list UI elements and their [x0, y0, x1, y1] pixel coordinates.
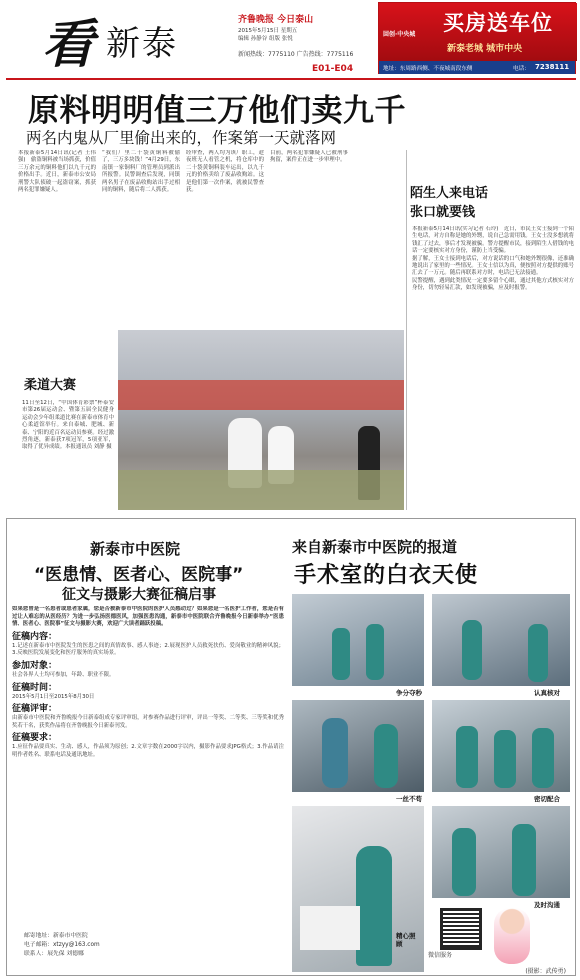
photo-4	[432, 700, 570, 792]
h-content-title: 征稿内容：	[12, 631, 58, 642]
ad-bank: 回创·中央城	[383, 31, 416, 38]
side-headline-1: 陌生人来电话	[410, 186, 489, 201]
h-eval-title: 征稿评审：	[12, 704, 58, 715]
ad-tel: 7238111	[535, 63, 570, 71]
hospital-eval: 由新泰市中医院和齐鲁晚报今日新泰组成专家评审组，对参赛作品进行评审，评出一等奖、二等奖、三等奖和优秀奖若干名，获奖作品将在齐鲁晚报今日新泰刊发。	[12, 715, 284, 729]
page-range: E01-E04	[312, 64, 354, 74]
lead-p3: 经审查，两人均为该厂职工，趁夜班无人看管之机，将仓库中的二十袋黄铜料装车运出，以九千元的价格卖给了废品收购站。这是他们第一次作案，就被民警查获。	[186, 150, 264, 194]
masthead-xintai: 新泰	[106, 24, 178, 64]
nurse-cartoon	[494, 908, 530, 964]
caption-3: 一丝不苟	[396, 795, 422, 803]
h-target-title: 参加对象：	[12, 660, 58, 671]
contact-address: 邮寄地址：新泰市中医院	[24, 933, 88, 939]
lead-p1: 本报新泰5月14日讯(记者 王伟强) 偷盗铜料被当场抓获，价值三万余元的铜料他们以九千元的价格出手。近日，新泰市公安局刑警大队侦破一起盗窃案，抓获两名犯罪嫌疑人。	[18, 150, 96, 194]
qr-code[interactable]	[440, 908, 482, 950]
sports-photo	[118, 330, 404, 510]
photo-credit: (摄影：武传勇)	[525, 968, 566, 975]
lead-col-1	[18, 150, 96, 382]
photo-6	[432, 806, 570, 898]
hospital-target: 社会各界人士均可参加，年龄、职业不限。	[12, 671, 115, 678]
h-req-title: 征稿要求：	[12, 733, 58, 744]
caption-1: 争分夺秒	[396, 689, 422, 697]
ad-title: 买房送车位	[443, 11, 553, 35]
lead-col-4	[270, 150, 348, 330]
real-estate-ad	[378, 2, 576, 74]
photo-1	[292, 594, 424, 686]
caption-2: 认真核对	[534, 689, 560, 697]
ad-tel-label: 电话：	[513, 66, 530, 72]
side-p2: 据了解，王女士接到电话后，对方说话的口气和她外甥很像，还准确地说出了家里的一些情况。王女士信以为真，便按照对方提供的账号汇去了一万元。随后再联系对方时，电话已无法接通。	[412, 255, 574, 277]
paper-name: 齐鲁晚报 今日泰山	[238, 15, 314, 25]
caption-6: 及时沟通	[534, 901, 560, 909]
ad-subtitle: 新泰老城 城市中央	[447, 44, 523, 54]
side-headline-2: 张口就要钱	[410, 205, 476, 220]
photo-2	[432, 594, 570, 686]
phone-lines: 新闻热线：7775110 广告热线：7775116	[238, 51, 354, 58]
lead-p4: 目前，两名犯罪嫌疑人已被刑事拘留，案件正在进一步审理中。	[270, 150, 348, 164]
side-divider	[406, 150, 407, 510]
sports-caption: 11日至12日，“中国体育彩票”杯泰安市第26届运动会、暨第五届全民健身运动会少年组柔道比赛在新泰市体育中心柔道馆举行。来自泰城、肥城、新泰、宁阳的近百名运动员参赛。经过激烈角逐，新泰获7项冠军，5项亚军，取得了优异成绩。本报通讯员 刘静 摄	[22, 400, 114, 451]
hospital-req: 1.应征作品要真实、生动、感人，作品须为原创；2.文章字数在2000字以内，摄影作品要求JPG格式；3.作品请注明作者姓名、联系电话及通讯地址。	[12, 744, 284, 758]
header-rule	[6, 78, 576, 80]
side-text	[412, 226, 574, 508]
caption-4: 密切配合	[534, 795, 560, 803]
hospital-intro: 如果您曾是一名患者或患者家属，您是否被新泰市中医院的医护人员感动过？如果您是一名医护工作者，您是否有过让人难忘的从医经历？为进一步弘扬医德医风，加强医患沟通，新泰市中医院联合齐鲁晚报今日新泰举办“医患情、医者心、医院事”征文与摄影大赛，欢迎广大读者踊跃投稿。	[12, 606, 284, 628]
photo-3	[292, 700, 424, 792]
editor-info: 编辑 孙静谷 组版 张悦	[238, 36, 293, 42]
contact-person: 联系人：展先保 刘德娜	[24, 951, 84, 957]
qr-label: 微信服务	[428, 952, 453, 959]
lead-col-3	[186, 150, 264, 330]
contact-email: 电子邮箱：xtzyy@163.com	[24, 942, 100, 948]
hospital-subtitle: 征文与摄影大赛征稿启事	[62, 587, 216, 603]
ad-address: 地址：东周路西侧、不夜城南段东侧	[383, 66, 473, 72]
hospital-contact	[24, 932, 280, 959]
report-title: 来自新泰市中医院的报道	[292, 538, 458, 556]
sports-title: 柔道大赛	[24, 378, 77, 393]
hospital-content: 1.记述在新泰市中医院发生的医患之间的真情故事、感人事迹；2.展现医护人员救死扶伤、爱岗敬业的精神风貌；3.反映医院发展变化和医疗服务的真实场景。	[12, 642, 284, 657]
lead-p2: “我们厂里二十袋黄铜料被偷了，三万多块钱！”4月29日，东南镇一家铜料厂的管理员到派出所报警。民警调查后发现，同镇两名男子在废品收购站出手过相同的铜料，随后将二人抓获。	[102, 150, 180, 194]
report-big-title: 手术室的白衣天使	[294, 562, 479, 588]
caption-5: 精心照顾	[396, 932, 416, 948]
h-time-title: 征稿时间：	[12, 682, 58, 693]
hospital-name: 新泰市中医院	[90, 540, 181, 558]
side-p1: 本报新泰5月14日讯(实习记者 石玲) 近日，市民王女士接到一个陌生电话，对方自称是她的外甥，说自己急需用钱。王女士没多想就将钱汇了过去，事后才发现被骗。警方提醒市民，接到陌生人借钱的电话一定要核实对方身份，谨防上当受骗。	[412, 226, 574, 255]
issue-date: 2015年5月15日 星期五	[238, 28, 298, 34]
hospital-slogan: “医患情、医者心、医院事”	[34, 565, 244, 585]
side-p3: 民警提醒，遇到此类情况一定要多留个心眼，通过其他方式核实对方身份，切勿轻易汇款，如发现被骗，应及时报警。	[412, 277, 574, 292]
lead-subhead: 两名内鬼从厂里偷出来的，作案第一天就落网	[26, 129, 337, 147]
lead-headline: 原料明明值三万他们卖九千	[28, 93, 406, 129]
hospital-body	[12, 606, 284, 906]
sports-text	[22, 400, 114, 510]
masthead-kan: 看	[42, 14, 95, 75]
hospital-time: 2015年5月1日至2015年8月30日	[12, 693, 95, 700]
